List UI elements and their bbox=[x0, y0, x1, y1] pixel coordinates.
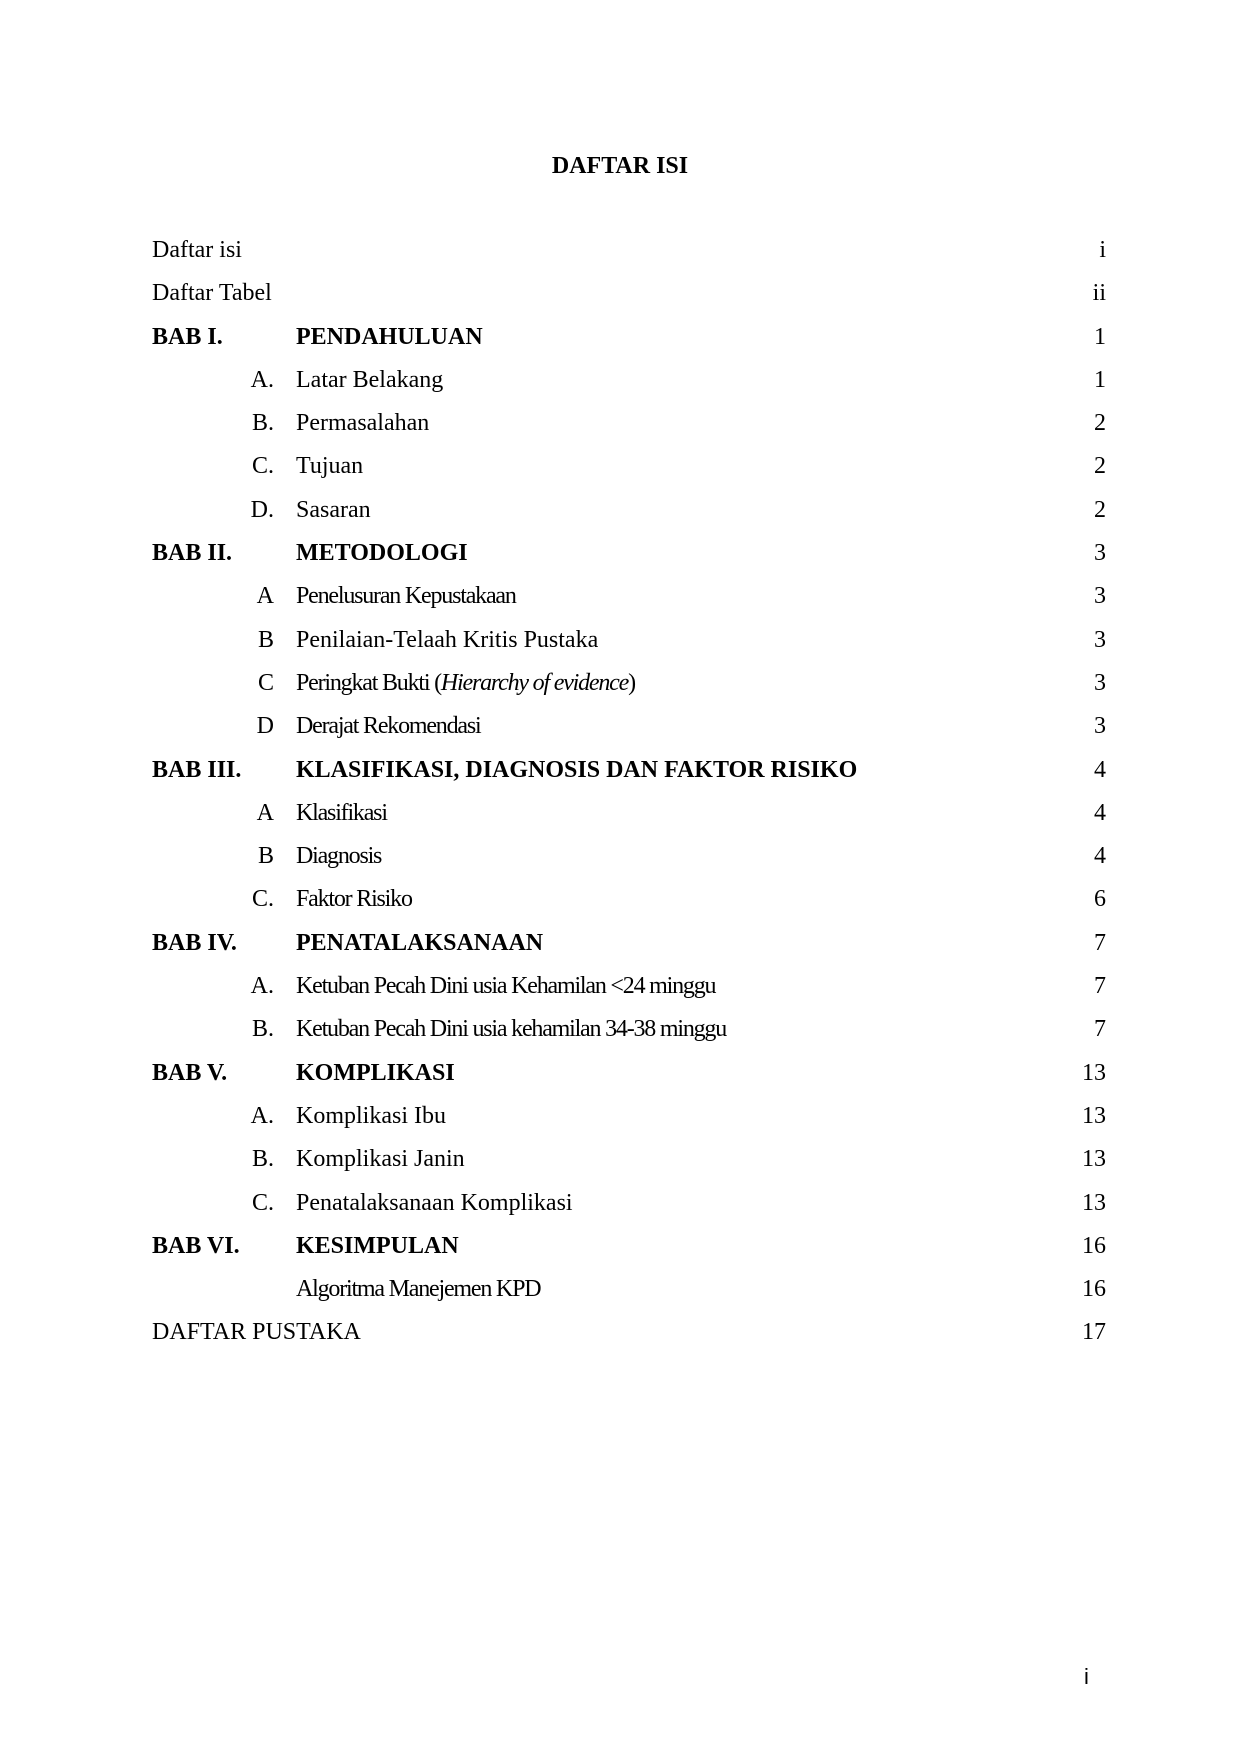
section-letter: B. bbox=[251, 1146, 274, 1173]
section-letter: C. bbox=[251, 453, 274, 480]
section-letter: B. bbox=[251, 410, 274, 437]
section-page: 1 bbox=[1094, 366, 1106, 393]
toc-section bbox=[152, 665, 1106, 708]
section-letter: C. bbox=[251, 1189, 274, 1216]
toc-entry-page: ii bbox=[1092, 280, 1106, 307]
section-title: Komplikasi Janin bbox=[296, 1146, 465, 1173]
toc-section bbox=[152, 1141, 1106, 1184]
toc-section bbox=[152, 1185, 1106, 1228]
section-page: 7 bbox=[1094, 973, 1106, 1000]
chapter-title: KOMPLIKASI bbox=[296, 1059, 455, 1086]
section-page: 13 bbox=[1082, 1189, 1106, 1216]
section-title: Latar Belakang bbox=[296, 366, 444, 393]
section-page: 3 bbox=[1094, 583, 1106, 610]
section-title: Penelusuran Kepustakaan bbox=[296, 583, 516, 610]
chapter-number: BAB II. bbox=[152, 540, 233, 567]
section-page: 2 bbox=[1094, 496, 1106, 523]
section-page: 7 bbox=[1094, 1016, 1106, 1043]
section-title-suffix: ) bbox=[628, 669, 635, 696]
section-title: Komplikasi Ibu bbox=[296, 1102, 446, 1129]
footer-page-number: i bbox=[1084, 1664, 1089, 1689]
section-letter: D bbox=[256, 713, 274, 740]
toc-entry-page: i bbox=[1099, 237, 1106, 263]
section-title: Penatalaksanaan Komplikasi bbox=[296, 1189, 573, 1216]
chapter-page: 7 bbox=[1094, 929, 1106, 956]
section-letter: C. bbox=[251, 886, 274, 913]
section-letter: A bbox=[256, 799, 274, 826]
toc-section bbox=[152, 578, 1106, 621]
toc-entry-label: Daftar isi bbox=[152, 237, 242, 263]
table-of-contents bbox=[152, 232, 1106, 1358]
chapter-page: 1 bbox=[1094, 323, 1106, 350]
section-title: Algoritma Manejemen KPD bbox=[296, 1276, 541, 1303]
toc-entry-daftar-isi bbox=[152, 232, 1106, 275]
chapter-number: BAB III. bbox=[152, 756, 242, 783]
section-letter: D. bbox=[250, 496, 274, 523]
chapter-title: PENATALAKSANAAN bbox=[296, 929, 544, 956]
section-letter: B bbox=[257, 843, 274, 870]
toc-section bbox=[152, 362, 1106, 405]
toc-section bbox=[152, 1271, 1106, 1314]
toc-section bbox=[152, 708, 1106, 751]
toc-section bbox=[152, 968, 1106, 1011]
section-title: Ketuban Pecah Dini usia Kehamilan <24 minggu bbox=[296, 973, 716, 1000]
page-title: DAFTAR ISI bbox=[551, 153, 689, 179]
toc-chapter-6 bbox=[152, 1228, 1106, 1271]
section-title: Penilaian-Telaah Kritis Pustaka bbox=[296, 626, 599, 653]
section-title-prefix: Peringkat Bukti ( bbox=[296, 669, 441, 696]
toc-section bbox=[152, 1098, 1106, 1141]
toc-section bbox=[152, 492, 1106, 535]
section-title: Diagnosis bbox=[296, 843, 382, 870]
section-letter: B. bbox=[251, 1016, 274, 1043]
section-title: Tujuan bbox=[296, 453, 364, 480]
section-page: 3 bbox=[1094, 626, 1106, 653]
section-title: Sasaran bbox=[296, 496, 371, 523]
chapter-page: 13 bbox=[1082, 1059, 1106, 1086]
chapter-page: 4 bbox=[1094, 756, 1106, 783]
chapter-title: KLASIFIKASI, DIAGNOSIS DAN FAKTOR RISIKO bbox=[296, 756, 858, 783]
section-page: 2 bbox=[1094, 453, 1106, 480]
chapter-title: PENDAHULUAN bbox=[296, 323, 483, 350]
chapter-number: BAB I. bbox=[152, 323, 223, 350]
section-title bbox=[296, 665, 635, 701]
chapter-number: BAB IV. bbox=[152, 929, 237, 956]
section-title: Faktor Risiko bbox=[296, 886, 412, 913]
section-page: 2 bbox=[1094, 410, 1106, 437]
toc-entry-label: Daftar Tabel bbox=[152, 280, 272, 307]
toc-chapter-3 bbox=[152, 752, 1106, 795]
toc-section bbox=[152, 881, 1106, 924]
toc-chapter-1 bbox=[152, 319, 1106, 362]
section-title: Klasifikasi bbox=[296, 799, 387, 826]
section-letter: A. bbox=[250, 1102, 274, 1129]
toc-chapter-4 bbox=[152, 925, 1106, 968]
section-page: 6 bbox=[1094, 886, 1106, 913]
section-letter: A. bbox=[250, 366, 274, 393]
toc-entry-label: DAFTAR PUSTAKA bbox=[152, 1319, 361, 1346]
section-title: Permasalahan bbox=[296, 410, 430, 437]
section-letter: A bbox=[256, 583, 274, 610]
toc-entry-page: 17 bbox=[1082, 1319, 1106, 1346]
section-title: Ketuban Pecah Dini usia kehamilan 34-38 minggu bbox=[296, 1016, 727, 1043]
chapter-title: METODOLOGI bbox=[296, 540, 468, 567]
chapter-title: KESIMPULAN bbox=[296, 1232, 459, 1259]
chapter-page: 3 bbox=[1094, 540, 1106, 567]
toc-section bbox=[152, 838, 1106, 881]
section-page: 4 bbox=[1094, 799, 1106, 826]
section-letter: A. bbox=[250, 973, 274, 1000]
section-letter: C bbox=[257, 669, 274, 696]
toc-section bbox=[152, 795, 1106, 838]
toc-section bbox=[152, 448, 1106, 491]
chapter-number: BAB V. bbox=[152, 1059, 228, 1086]
toc-chapter-2 bbox=[152, 535, 1106, 578]
section-page: 13 bbox=[1082, 1102, 1106, 1129]
section-page: 3 bbox=[1094, 669, 1106, 696]
chapter-page: 16 bbox=[1082, 1232, 1106, 1259]
chapter-number: BAB VI. bbox=[152, 1232, 240, 1259]
section-page: 13 bbox=[1082, 1146, 1106, 1173]
toc-section bbox=[152, 622, 1106, 665]
section-title-italic: Hierarchy of evidence bbox=[440, 669, 629, 696]
toc-chapter-5 bbox=[152, 1055, 1106, 1098]
toc-section bbox=[152, 1011, 1106, 1054]
section-page: 4 bbox=[1094, 843, 1106, 870]
section-page: 3 bbox=[1094, 713, 1106, 740]
toc-entry-daftar-tabel bbox=[152, 275, 1106, 318]
section-letter: B bbox=[257, 626, 274, 653]
section-page: 16 bbox=[1082, 1276, 1106, 1303]
toc-section bbox=[152, 405, 1106, 448]
section-title: Derajat Rekomendasi bbox=[296, 713, 481, 740]
toc-entry-daftar-pustaka bbox=[152, 1314, 1106, 1357]
